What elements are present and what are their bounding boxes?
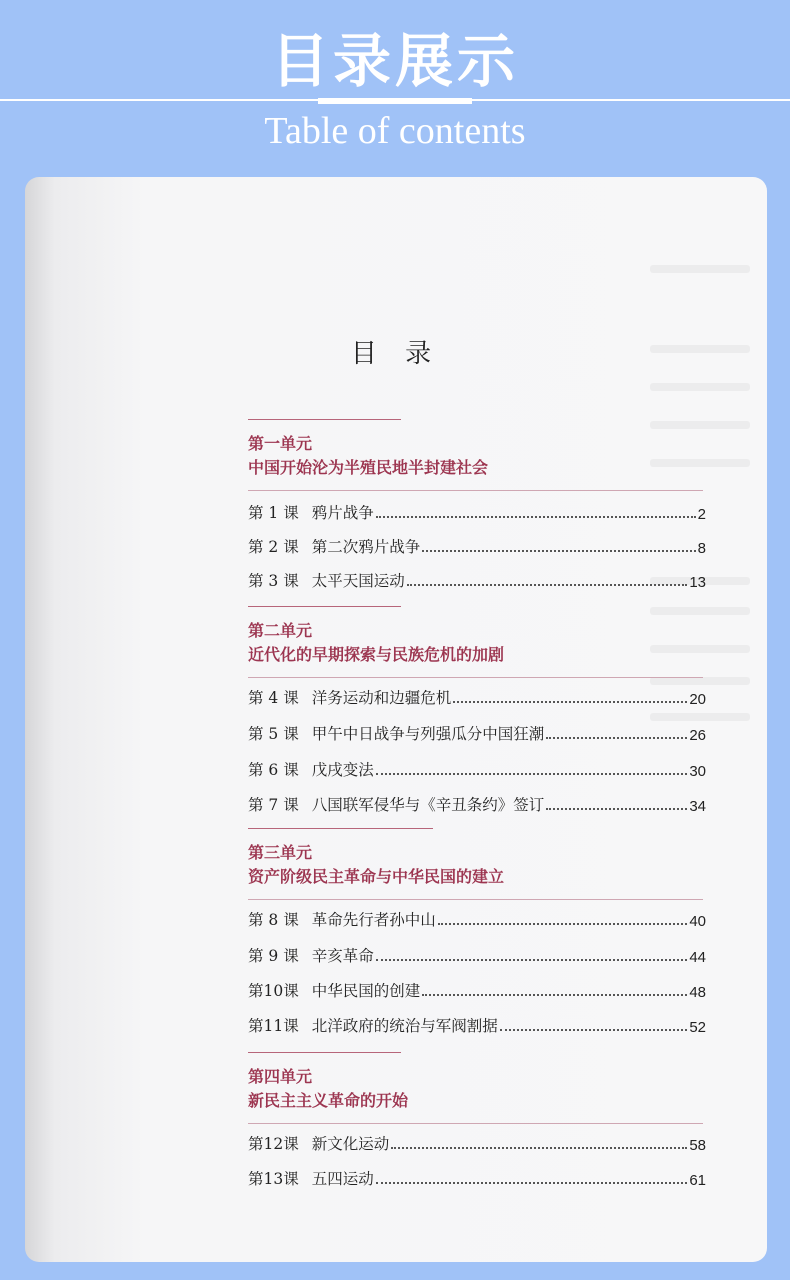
- lesson-number: 第 6 课: [248, 761, 299, 779]
- lesson-number: 第13课: [248, 1170, 299, 1188]
- unit-rule: [248, 828, 433, 829]
- lesson-title: 北洋政府的统治与军阀割据: [311, 1017, 498, 1035]
- page-number: 13: [689, 574, 706, 591]
- lesson-title: 太平天国运动: [311, 572, 405, 590]
- dot-leader: [500, 1028, 688, 1031]
- page-number: 44: [689, 949, 706, 966]
- lesson-title: 中华民国的创建: [311, 982, 421, 1000]
- page-number: 34: [689, 798, 706, 815]
- lesson-number: 第 5 课: [248, 725, 299, 743]
- lesson-entry[interactable]: [248, 1165, 706, 1189]
- unit-4-header: [248, 1052, 703, 1124]
- dot-leader: [422, 993, 687, 996]
- banner-divider-accent: [318, 98, 472, 104]
- dot-leader: [407, 583, 688, 586]
- lesson-entry[interactable]: [248, 1012, 706, 1036]
- dot-leader: [422, 549, 695, 552]
- lesson-number: 第 2 课: [248, 538, 299, 556]
- banner-subtitle: Table of contents: [264, 110, 526, 152]
- unit-title: 近代化的早期探索与民族危机的加剧: [248, 645, 505, 664]
- lesson-title: 辛亥革命: [311, 947, 374, 965]
- unit-rule: [248, 606, 401, 607]
- dot-leader: [376, 515, 696, 518]
- lesson-title: 革命先行者孙中山: [311, 911, 436, 929]
- lesson-entry[interactable]: [248, 906, 706, 930]
- unit-label: 第四单元: [248, 1067, 313, 1086]
- page-number: 30: [689, 763, 706, 780]
- lesson-number: 第 7 课: [248, 796, 299, 814]
- unit-divider: [248, 677, 703, 678]
- page-number: 61: [689, 1172, 706, 1189]
- lesson-number: 第10课: [248, 982, 299, 1000]
- unit-divider: [248, 1123, 703, 1124]
- unit-title: 新民主主义革命的开始: [248, 1091, 409, 1110]
- unit-divider: [248, 899, 703, 900]
- page-number: 20: [689, 691, 706, 708]
- dot-leader: [546, 807, 687, 810]
- bleed-through-mark: [650, 265, 750, 273]
- unit-label: 第二单元: [248, 621, 313, 640]
- lesson-entry[interactable]: [248, 791, 706, 815]
- unit-rule: [248, 1052, 401, 1053]
- toc-title: 目 录: [350, 339, 442, 369]
- page-number: 52: [689, 1019, 706, 1036]
- dot-leader: [438, 922, 688, 925]
- lesson-title: 鸦片战争: [311, 504, 374, 522]
- unit-title: 资产阶级民主革命与中华民国的建立: [248, 867, 505, 886]
- dot-leader: [391, 1146, 687, 1149]
- page-number: 2: [697, 506, 706, 523]
- lesson-title: 第二次鸦片战争: [311, 538, 421, 556]
- banner-title: 目录展示: [270, 27, 519, 95]
- dot-leader: [376, 958, 688, 961]
- unit-divider: [248, 490, 703, 491]
- lesson-number: 第 8 课: [248, 911, 299, 929]
- lesson-title: 五四运动: [311, 1170, 374, 1188]
- lesson-number: 第12课: [248, 1135, 299, 1153]
- lesson-entry[interactable]: [248, 720, 706, 744]
- page-number: 48: [689, 984, 706, 1001]
- lesson-number: 第11课: [248, 1017, 299, 1035]
- bleed-through-mark: [650, 383, 750, 391]
- dot-leader: [453, 700, 687, 703]
- lesson-number: 第 4 课: [248, 689, 299, 707]
- lesson-title: 甲午中日战争与列强瓜分中国狂潮: [311, 725, 545, 743]
- unit-rule: [248, 419, 401, 420]
- lesson-entry[interactable]: [248, 977, 706, 1001]
- lesson-entry[interactable]: [248, 684, 706, 708]
- lesson-number: 第 3 课: [248, 572, 299, 590]
- page-number: 40: [689, 913, 706, 930]
- lesson-entry[interactable]: [248, 567, 706, 591]
- page-number: 26: [689, 727, 706, 744]
- lesson-title: 洋务运动和边疆危机: [311, 689, 452, 707]
- lesson-title: 新文化运动: [311, 1135, 390, 1153]
- lesson-title: 八国联军侵华与《辛丑条约》签订: [311, 796, 545, 814]
- dot-leader: [376, 772, 688, 775]
- lesson-number: 第 9 课: [248, 947, 299, 965]
- lesson-entry[interactable]: [248, 942, 706, 966]
- lesson-entry[interactable]: [248, 756, 706, 780]
- page-number: 8: [697, 540, 706, 557]
- unit-label: 第一单元: [248, 434, 313, 453]
- dot-leader: [546, 736, 687, 739]
- lesson-entry[interactable]: [248, 499, 706, 523]
- lesson-number: 第 1 课: [248, 504, 299, 522]
- toc-page-photo: [25, 177, 767, 1262]
- dot-leader: [376, 1181, 688, 1184]
- unit-label: 第三单元: [248, 843, 313, 862]
- page-number: 58: [689, 1137, 706, 1154]
- unit-1-header: [248, 419, 703, 491]
- lesson-title: 戊戌变法: [311, 761, 374, 779]
- unit-title: 中国开始沦为半殖民地半封建社会: [248, 458, 489, 477]
- lesson-entry[interactable]: [248, 533, 706, 557]
- unit-2-header: [248, 606, 703, 678]
- unit-3-header: [248, 828, 703, 900]
- lesson-entry[interactable]: [248, 1130, 706, 1154]
